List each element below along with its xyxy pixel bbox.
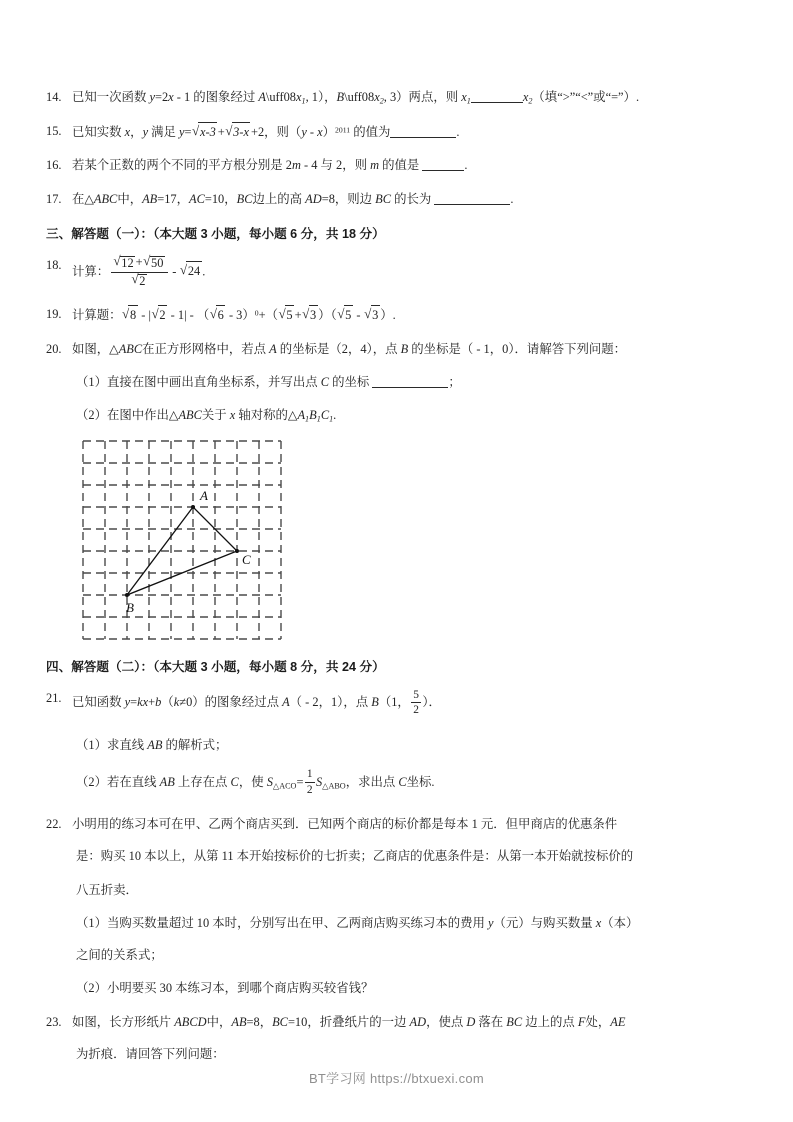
q21-area-s1-sub: △ACO xyxy=(272,781,297,791)
q19-radical-2 xyxy=(151,305,167,325)
question-18-body xyxy=(72,256,751,289)
q15-eq-y: y xyxy=(179,125,185,140)
q15-expr-x: x xyxy=(317,125,323,140)
q19-radicand-2: 2 xyxy=(158,305,167,325)
q17-text-4: =10， xyxy=(204,191,237,206)
q20-point-b: B xyxy=(400,341,409,356)
q14-point-a: A xyxy=(258,90,266,104)
q19-close-2: ）. xyxy=(380,308,396,323)
q18-numerator xyxy=(111,255,168,272)
q19-radicand-5b: 5 xyxy=(344,305,353,325)
question-20-body xyxy=(72,340,751,359)
vertex-b-label: B xyxy=(126,599,134,615)
q19-radical-3b xyxy=(364,305,380,325)
question-17-body xyxy=(72,190,751,209)
question-20-sub-2 xyxy=(46,406,751,426)
q14-x2-sub-base: x xyxy=(374,90,380,104)
q16-var-m-1: m xyxy=(291,158,301,173)
q19-abs-close: | xyxy=(184,308,187,323)
q20-text-1: 如图，△ xyxy=(72,341,119,356)
q21-equals: = xyxy=(130,695,138,710)
q20-sub2-tri-abc: ABC xyxy=(178,408,202,422)
q21-frac-numerator: 5 xyxy=(411,689,421,704)
question-21-body xyxy=(72,689,751,718)
q19-radicand-8: 8 xyxy=(128,305,137,325)
q18-minus: - xyxy=(169,264,180,279)
q17-seg-ad: AD xyxy=(305,191,322,206)
question-22-number: 22. xyxy=(46,817,62,832)
q21-sub2-point-c: C xyxy=(230,774,239,789)
q17-text-2: 中， xyxy=(117,191,143,206)
q14-x-sub-base: x xyxy=(295,90,302,104)
question-17 xyxy=(46,190,751,209)
q19-close-1: ）（ xyxy=(318,308,337,323)
q15-answer-blank[interactable] xyxy=(390,126,456,138)
figure-container xyxy=(46,440,751,640)
q17-text-7: 的长为 xyxy=(391,191,435,206)
question-18-number: 18. xyxy=(46,257,62,272)
question-22-sub-1-line-2: 之间的关系式； xyxy=(76,948,163,963)
q16-text-3: 的值是 xyxy=(379,158,423,173)
q19-plus: +（ xyxy=(258,308,278,323)
question-16-body xyxy=(72,156,751,175)
q23-text-1: 如图，长方形纸片 xyxy=(72,1014,175,1029)
question-17-number: 17. xyxy=(46,191,62,206)
q14-x-sub-index: 1 xyxy=(301,96,306,106)
q18-label: 计算： xyxy=(72,264,110,279)
footer-watermark: BT学习网 https://btxuexi.com xyxy=(308,1071,485,1086)
q18-plus: + xyxy=(135,255,143,270)
q19-label: 计算题： xyxy=(72,308,122,323)
q20-sub2-a1: A xyxy=(297,408,306,422)
q16-period: . xyxy=(464,158,468,173)
q23-point-f: F xyxy=(577,1014,586,1029)
q15-equals: = xyxy=(184,125,192,140)
question-18 xyxy=(46,256,751,289)
q19-radical-8 xyxy=(122,305,138,325)
q21-var-b: b xyxy=(155,695,162,710)
q21-area-s2-sub: △ABO xyxy=(322,781,346,791)
question-21 xyxy=(46,689,751,718)
vertex-a-label: A xyxy=(200,487,208,503)
q20-sub2-b1: B xyxy=(309,408,317,422)
question-22-sub-1 xyxy=(46,914,751,933)
q21-var-k-2: k xyxy=(173,695,180,710)
q19-abs-open: | xyxy=(148,308,151,323)
q23-seg-bc: BC xyxy=(272,1014,288,1029)
q14-var-y: y xyxy=(149,90,155,104)
q18-denominator xyxy=(111,273,168,289)
q21-sub2-text-d: ，求出点 xyxy=(345,774,399,789)
q20-sub1-text-b: 的坐标 xyxy=(328,374,373,389)
q19-radical-6 xyxy=(210,305,226,325)
q14-text-2: 的图象经过 xyxy=(190,90,259,104)
vertex-c-dot xyxy=(235,549,239,553)
q21-sub2-text-c: ，使 xyxy=(238,774,267,789)
q15-period: . xyxy=(456,125,460,140)
question-14 xyxy=(46,88,751,108)
q21-fraction-one-half xyxy=(305,768,315,797)
q15-exponent: 2011 xyxy=(335,125,351,135)
question-23-body xyxy=(72,1013,751,1032)
q23-text-5: ，使点 xyxy=(426,1014,467,1029)
q21-area-s2: S xyxy=(315,774,323,789)
q15-minus: - xyxy=(306,125,318,140)
q21-b-close: ）． xyxy=(422,695,441,710)
question-23-number: 23. xyxy=(46,1014,62,1029)
q21-neq-text: ≠0）的图象经过点 xyxy=(179,695,283,710)
q14-paren-open-a: \uff08 xyxy=(265,90,296,104)
q15-text-1: 已知实数 xyxy=(72,125,125,140)
q16-answer-blank[interactable] xyxy=(422,160,464,172)
question-19-number: 19. xyxy=(46,307,62,322)
q20-sub2-period: . xyxy=(333,408,337,422)
q17-seg-ab: AB xyxy=(142,191,158,206)
q18-radicand-12: 12 xyxy=(121,255,134,270)
q19-radical-5a xyxy=(278,305,294,325)
q23-rect-abcd: ABCD xyxy=(174,1014,207,1029)
q14-tail: （填“>”“<”或“=”）. xyxy=(532,90,640,104)
q18-radicand-2: 2 xyxy=(139,273,146,288)
q23-text-8: 处， xyxy=(585,1014,611,1029)
page-content xyxy=(46,88,751,1078)
q17-seg-bc: BC xyxy=(236,191,253,206)
square-grid-triangle-figure xyxy=(82,440,282,640)
question-22-line-2: 是：购买 10 本以上，从第 11 本开始按标价的七折卖；乙商店的优惠条件是：从第一本开始就按标价的 xyxy=(76,849,634,864)
q21-plus: + xyxy=(148,695,156,710)
q18-fraction xyxy=(111,255,168,288)
q15-expr-y: y xyxy=(301,125,307,140)
q23-text-7: 边上的点 xyxy=(522,1014,578,1029)
question-21-sub-2 xyxy=(46,769,751,798)
q21-a-value: （ - 2，1），点 xyxy=(289,695,372,710)
q23-seg-ab: AB xyxy=(231,1014,247,1029)
q23-point-d: D xyxy=(466,1014,476,1029)
q23-text-2: 中， xyxy=(206,1014,232,1029)
q21-sub2-line-ab: AB xyxy=(159,774,175,789)
q21-var-x: x xyxy=(142,695,149,710)
q15-radicand-2: 3-x xyxy=(232,122,251,142)
q23-text-4: =10，折叠纸片的一边 xyxy=(287,1014,410,1029)
q23-text-3: =8， xyxy=(246,1014,273,1029)
q19-plus-b: + xyxy=(294,308,302,323)
q14-op-2: - 1 xyxy=(173,90,191,104)
q22-sub1-var-y: y xyxy=(488,915,494,930)
q21-var-y: y xyxy=(124,695,131,710)
section-four-heading: 四、解答题（二）：（本大题 3 小题，每小题 8 分，共 24 分） xyxy=(46,659,385,674)
q18-radical-2 xyxy=(131,274,147,289)
q18-radical-24 xyxy=(180,261,202,281)
q19-minus-1: - xyxy=(138,308,149,323)
q21-frac2-numerator: 1 xyxy=(305,768,315,783)
q17-seg-ac: AC xyxy=(189,191,205,206)
q20-sub2-axis-x: x xyxy=(229,408,236,422)
q19-minus-three: - 3） xyxy=(225,308,255,323)
q17-text-6: =8，则边 xyxy=(321,191,376,206)
q21-fraction-five-halves xyxy=(411,689,421,718)
q20-sub2-a1-sub: 1 xyxy=(305,414,310,424)
q19-minus-b: - xyxy=(353,308,364,323)
q21-sub2-point-c-2: C xyxy=(398,774,407,789)
q21-frac-denominator: 2 xyxy=(413,704,419,717)
q20-sub2-c1: C xyxy=(320,408,330,422)
q21-point-a: A xyxy=(282,695,290,710)
q20-text-3: 的坐标是（2，4），点 xyxy=(276,341,401,356)
q21-b-open: （1， xyxy=(378,695,410,710)
question-20-number: 20. xyxy=(46,341,62,356)
q18-period: . xyxy=(202,264,206,279)
q15-var-x: x xyxy=(124,125,131,140)
q19-radical-3a xyxy=(302,305,318,325)
q19-minus-2: - （ xyxy=(186,308,210,323)
q21-text-1: 已知函数 xyxy=(72,695,125,710)
q23-seg-ad: AD xyxy=(409,1014,427,1029)
q19-radicand-5a: 5 xyxy=(285,305,294,325)
q21-sub2-tail: 坐标. xyxy=(406,774,435,789)
question-23-line-2: 为折痕．请回答下列问题： xyxy=(76,1046,225,1061)
question-20-sub-1 xyxy=(46,373,751,392)
q21-equals-2: = xyxy=(296,774,304,789)
q14-answer-blank[interactable] xyxy=(471,91,523,103)
q14-text-1: 已知一次函数 xyxy=(72,90,150,104)
question-14-number: 14. xyxy=(46,90,62,104)
q15-radicand-1: x-3 xyxy=(198,122,217,142)
q21-var-k: k xyxy=(137,695,143,710)
section-three-heading: 三、解答题（一）：（本大题 3 小题，每小题 6 分，共 18 分） xyxy=(46,226,385,241)
q22-sub1-text-c: （本） xyxy=(601,915,639,930)
q14-paren-open-b: \uff08 xyxy=(344,90,375,104)
q18-radical-50 xyxy=(143,255,165,270)
q14-compare-x1: x xyxy=(461,90,467,104)
q21-frac2-denominator: 2 xyxy=(306,784,313,797)
q22-sub1-text-a: （1）当购买数量超过 10 本时，分别写出在甲、乙两商店购买练习本的费用 xyxy=(76,915,488,930)
q19-radical-5b xyxy=(337,305,353,325)
q14-compare-x2: x xyxy=(522,90,529,104)
q19-radicand-3a: 3 xyxy=(309,305,318,325)
q21-area-s1: S xyxy=(266,774,273,789)
q21-point-b: B xyxy=(371,695,379,710)
q20-sub1-semicolon: ； xyxy=(448,374,461,389)
q20-text-2: 在正方形网格中，若点 xyxy=(142,341,270,356)
q20-tri-abc: ABC xyxy=(118,341,143,356)
q14-compare-x2-sub: 2 xyxy=(528,96,533,106)
vertex-b-dot xyxy=(125,593,129,597)
q15-radical-2 xyxy=(225,122,250,142)
question-16-number: 16. xyxy=(46,158,62,173)
q15-tail: 的值为 xyxy=(350,125,391,140)
q17-period: . xyxy=(510,191,514,206)
q16-text-2: - 4 与 2，则 xyxy=(300,158,371,173)
q16-var-m-2: m xyxy=(370,158,380,173)
q18-radicand-50: 50 xyxy=(151,255,164,270)
q14-x2-sub-index: 2 xyxy=(379,96,384,106)
q19-radicand-3b: 3 xyxy=(371,305,380,325)
q21-sub1-text-b: 的解析式； xyxy=(162,737,228,752)
question-22-line-1: 小明用的练习本可在甲、乙两个商店买到．已知两个商店的标价都是每本 1 元．但甲商店的优惠条件 xyxy=(72,817,618,832)
question-20 xyxy=(46,340,751,359)
q19-radicand-6: 6 xyxy=(216,305,225,325)
question-15-body xyxy=(72,122,751,142)
question-22-sub-2: （2）小明要买 30 本练习本，到哪个商店购买较省钱？ xyxy=(76,981,374,996)
q20-sub2-b1-sub: 1 xyxy=(316,414,321,424)
q14-compare-x1-sub: 1 xyxy=(466,96,471,106)
q17-text-5: 边上的高 xyxy=(252,191,306,206)
q15-var-y: y xyxy=(142,125,149,140)
q23-seg-bc-2: BC xyxy=(506,1014,523,1029)
question-21-number: 21. xyxy=(46,690,62,705)
question-19-body xyxy=(72,305,751,325)
q18-radicand-24: 24 xyxy=(186,261,201,281)
q20-sub2-text-c: 轴对称的△ xyxy=(235,408,298,422)
q22-sub1-var-x: x xyxy=(595,915,602,930)
vertex-c-label: C xyxy=(242,551,251,567)
q17-text-3: =17， xyxy=(157,191,190,206)
q15-comma: ， xyxy=(130,125,143,140)
q21-sub1-text-a: （1）求直线 xyxy=(76,737,148,752)
q20-sub2-c1-sub: 1 xyxy=(329,414,334,424)
question-16 xyxy=(46,156,751,175)
grid-svg xyxy=(82,440,282,640)
question-22-line-3: 八五折卖． xyxy=(76,882,138,897)
q15-radical-1 xyxy=(192,122,217,142)
q15-plus-1: + xyxy=(217,125,225,140)
q17-seg-bc-2: BC xyxy=(375,191,391,206)
q18-radical-12 xyxy=(113,255,135,270)
q20-sub2-text-b: 关于 xyxy=(201,408,230,422)
q21-sub2-text-a: （2）若在直线 xyxy=(76,774,160,789)
q19-exponent-zero: 0 xyxy=(254,308,259,318)
q20-sub1-point-c: C xyxy=(320,374,329,389)
q20-sub1-answer-blank[interactable] xyxy=(372,376,448,388)
question-19 xyxy=(46,305,751,325)
q21-sub1-line-ab: AB xyxy=(147,737,163,752)
q20-point-a: A xyxy=(269,341,277,356)
q16-text-1: 若某个正数的两个不同的平方根分别是 2 xyxy=(72,158,292,173)
question-14-body xyxy=(72,88,751,108)
q19-minus-one: - 1 xyxy=(167,308,185,323)
question-15 xyxy=(46,122,751,142)
q15-text-2: 满足 xyxy=(148,125,180,140)
q14-point-b: B xyxy=(336,90,345,104)
q23-seg-ae: AE xyxy=(610,1014,626,1029)
q20-sub1-text-a: （1）直接在图中画出直角坐标系，并写出点 xyxy=(76,374,321,389)
vertex-a-dot xyxy=(191,505,195,509)
q17-answer-blank[interactable] xyxy=(434,193,510,205)
question-23 xyxy=(46,1013,751,1032)
q21-sub2-text-b: 上存在点 xyxy=(174,774,231,789)
q20-sub2-text-a: （2）在图中作出△ xyxy=(76,408,179,422)
q14-op-1: =2 xyxy=(154,90,169,104)
q14-b-value: , 3）两点，则 xyxy=(383,90,462,104)
q21-paren-open: （ xyxy=(161,695,174,710)
q14-var-x: x xyxy=(168,90,174,104)
question-21-sub-1 xyxy=(46,736,751,755)
q17-text-1: 在△ xyxy=(72,191,94,206)
grid-lines xyxy=(83,441,281,639)
q15-plus-2: +2，则（ xyxy=(250,125,302,140)
q23-text-6: 落在 xyxy=(475,1014,507,1029)
q15-paren-close: ） xyxy=(322,125,336,140)
q14-a-value: , 1）， xyxy=(305,90,337,104)
q20-text-4: 的坐标是（ - 1，0）．请解答下列问题： xyxy=(408,341,627,356)
q17-tri-abc: ABC xyxy=(93,191,118,206)
question-15-number: 15. xyxy=(46,123,62,138)
question-22 xyxy=(46,815,751,834)
q22-sub1-text-b: （元）与购买数量 xyxy=(493,915,596,930)
